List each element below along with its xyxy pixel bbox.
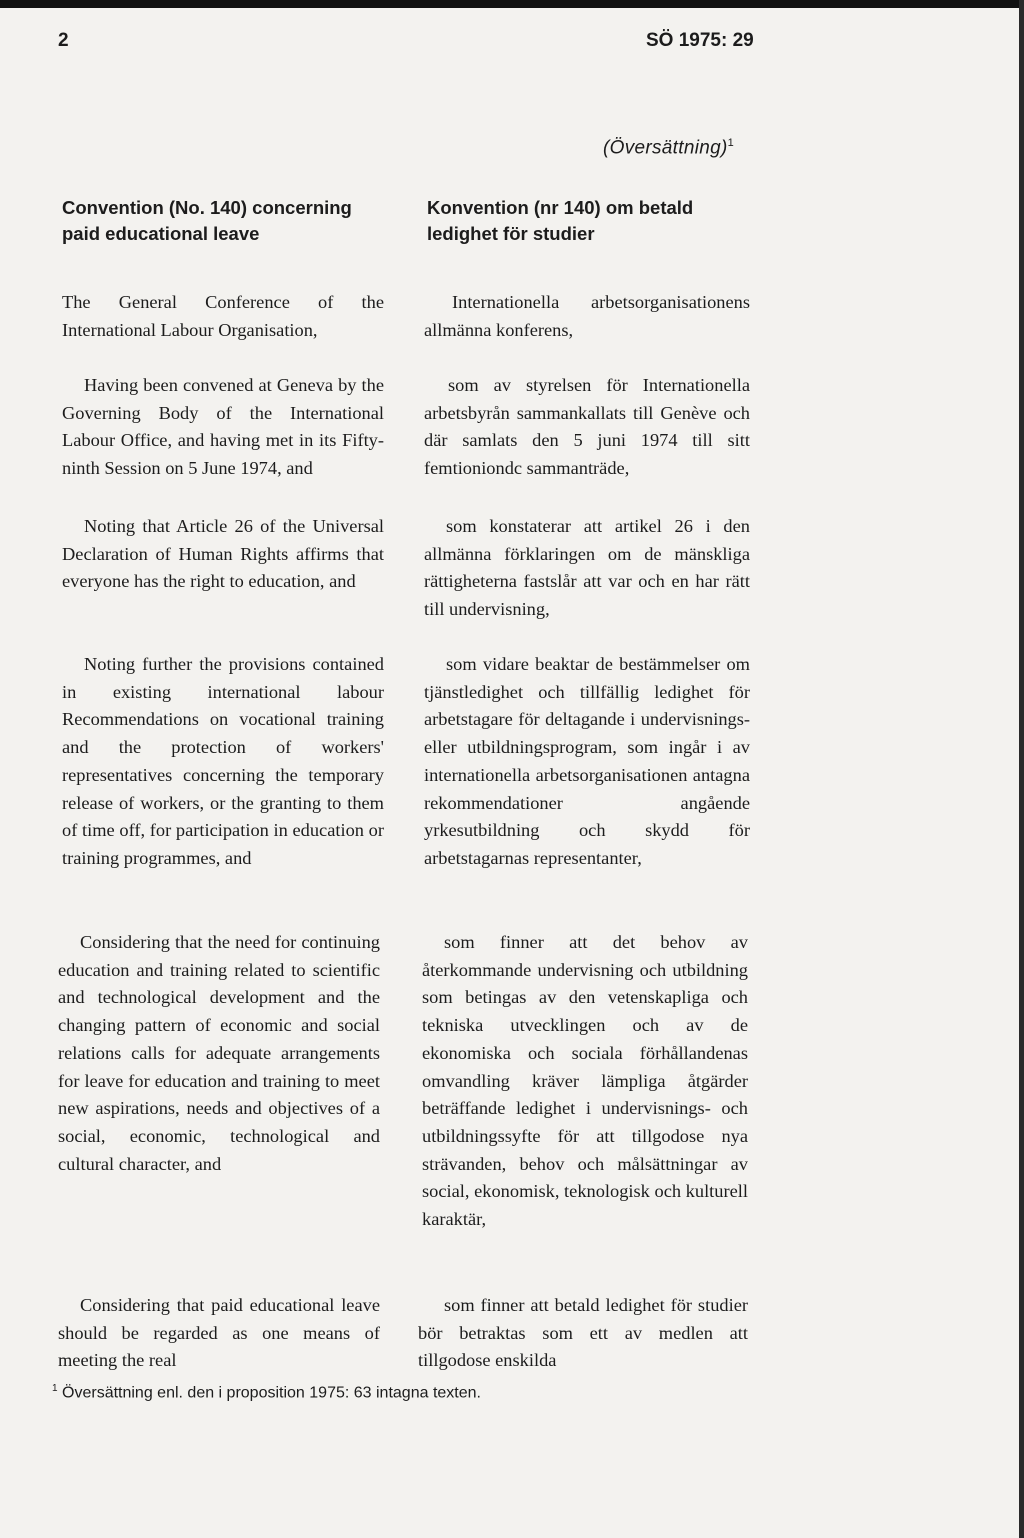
english-paragraph-3: Noting that Article 26 of the Universal Declaration of Human Rights affirms that everyone has the right to education, and — [62, 516, 384, 592]
footnote-marker: 1 — [52, 1383, 58, 1394]
swedish-heading: Konvention (nr 140) om betald ledighet för studier — [427, 197, 694, 244]
translation-note-marker: 1 — [727, 137, 734, 149]
english-heading: Convention (No. 140) concerning paid educational leave — [62, 197, 352, 244]
translation-note — [603, 137, 734, 159]
english-paragraph-2: Having been convened at Geneva by the Governing Body of the International Labour Office, and having met in its Fifty-ninth Session on 5 June 1974, and — [62, 375, 384, 479]
scan-top-border — [0, 0, 1024, 8]
swedish-paragraph-2: som av styrelsen för Internationella arbetsbyrån sammankallats till Genève och där samlats den 5 juni 1974 till sitt femtioniondc sammanträde, — [424, 375, 750, 479]
swedish-paragraph-4: som vidare beaktar de bestämmelser om tjänstledighet och tillfällig ledighet för arbetstagare för deltagande i undervisnings- eller utbildningsprogram, som ingår i av internationella arbetsorganisationen antagna rekommendationer angående yrkesutbildning och skydd för arbetstagarnas representanter, — [424, 654, 750, 868]
english-paragraph-5: Considering that the need for continuing education and training related to scientific and technological development and the changing pattern of economic and social relations calls for adequate arrangements for leave for education and training to meet new aspirations, needs and objectives of a social, economic, technological and cultural character, and — [58, 932, 380, 1174]
translation-note-text: (Översättning) — [603, 137, 728, 159]
document-reference: SÖ 1975: 29 — [646, 30, 754, 51]
page-number: 2 — [58, 30, 69, 51]
swedish-paragraph-5: som finner att det behov av återkommande undervisning och utbildning som betingas av den vetenskapliga och tekniska utvecklingen och av de ekonomiska och sociala förhållandenas omvandling kräver lämpliga åtgärder beträffande ledighet i undervisnings- och utbildningssyfte för att tillgodose nya strävanden, behov och målsättningar av social, ekonomisk, teknologisk och kulturell karaktär, — [422, 932, 748, 1230]
english-paragraph-6: Considering that paid educational leave should be regarded as one means of meeting the real — [58, 1295, 380, 1371]
footnote — [52, 1379, 481, 1403]
swedish-paragraph-6: som finner att betald ledighet för studier bör betraktas som ett av medlen att tillgodose enskilda — [418, 1295, 748, 1371]
scan-right-border — [1019, 0, 1024, 1538]
swedish-paragraph-3: som konstaterar att artikel 26 i den allmänna förklaringen om de mänskliga rättigheterna fastslår att var och en har rätt till undervisning, — [424, 516, 750, 620]
swedish-paragraph-1: Internationella arbetsorganisationens allmänna konferens, — [424, 292, 750, 340]
english-paragraph-4: Noting further the provisions contained in existing international labour Recommendations on vocational training and the protection of workers' representatives concerning the temporary release of workers, or the granting to them of time off, for participation in education or training programmes, and — [62, 654, 384, 868]
footnote-text: Översättning enl. den i proposition 1975: 63 intagna texten. — [62, 1384, 481, 1402]
english-paragraph-1: The General Conference of the International Labour Organisation, — [62, 292, 384, 340]
